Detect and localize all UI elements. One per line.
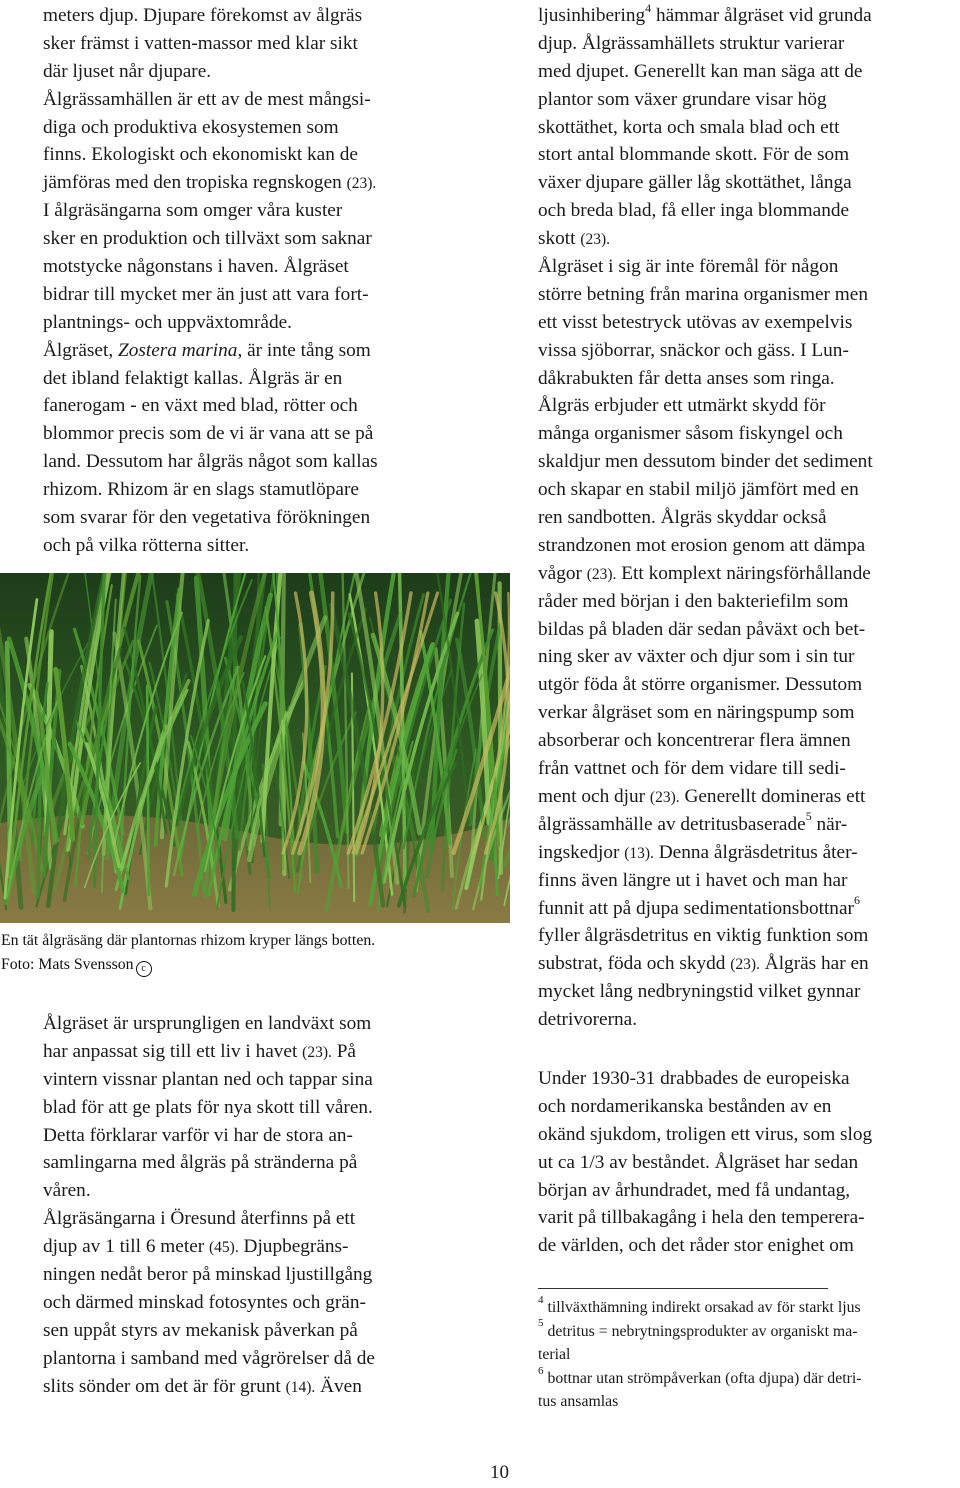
text-line (538, 1293, 958, 1320)
text-segment: Djupbegräns- (238, 1236, 349, 1258)
text-segment: många organismer såsom fiskyngel och (538, 423, 843, 445)
text-line (43, 476, 468, 504)
text-line (43, 365, 468, 393)
text-segment: det ibland felaktigt kallas. Ålgräs är en (43, 367, 343, 389)
footnote-divider (538, 1288, 828, 1289)
text-segment: växer djupare gäller låg skottäthet, långa (538, 172, 852, 194)
text-segment: Denna ålgräsdetritus åter- (653, 841, 858, 863)
right-column-top-text (538, 2, 958, 1034)
text-segment: land. Dessutom har ålgräs något som kallas (43, 451, 378, 473)
eelgrass-blade (147, 686, 149, 895)
text-line (538, 1343, 958, 1367)
text-segment: I ålgräsängarna som omger våra kuster (43, 200, 343, 222)
text-segment: när- (811, 813, 848, 835)
text-segment: samlingarna med ålgräs på stränderna på (43, 1152, 358, 1174)
text-segment: terial (538, 1346, 571, 1364)
text-segment: ment och djur (538, 785, 650, 807)
text-line (43, 309, 468, 337)
text-line (43, 1205, 468, 1233)
text-line (43, 169, 468, 197)
text-segment: ning sker av växter och djur som i sin tur (538, 646, 855, 668)
text-line (538, 197, 958, 225)
text-segment: vissa sjöborrar, snäckor och gäss. I Lun- (538, 339, 849, 361)
text-line (538, 1390, 958, 1414)
text-segment: råder med början i den bakteriefilm som (538, 590, 849, 612)
text-line (43, 114, 468, 142)
text-line (538, 1093, 958, 1121)
text-line (538, 560, 958, 588)
text-line (538, 141, 958, 169)
text-line (538, 114, 958, 142)
text-segment: ningen nedåt beror på minskad ljustillgång (43, 1264, 373, 1286)
text-segment: bottnar utan strömpåverkan (ofta djupa) där detri- (543, 1369, 862, 1387)
text-line (538, 253, 958, 281)
text-segment: de världen, och det råder stor enighet om (538, 1235, 854, 1257)
text-segment: finns. Ekologiskt och ekonomiskt kan de (43, 144, 358, 166)
reference-number: (23). (730, 956, 760, 974)
text-line (538, 58, 958, 86)
text-line (43, 1317, 468, 1345)
photo-credit: Foto: Mats Svensson (1, 956, 134, 973)
text-line (43, 86, 468, 114)
text-line (538, 839, 958, 867)
text-segment: Ålgrässamhällen är ett av de mest mångsi- (43, 88, 371, 110)
text-line (538, 727, 958, 755)
text-segment: Detta förklarar varför vi har de stora an- (43, 1124, 353, 1146)
text-segment: Generellt domineras ett (679, 785, 866, 807)
left-column-bottom-text (43, 1010, 468, 1400)
text-segment: bildas på bladen där sedan påväxt och bet- (538, 618, 866, 640)
text-segment: Under 1930-31 drabbades de europeiska (538, 1068, 850, 1089)
text-line (43, 1010, 468, 1038)
text-line (538, 867, 958, 895)
text-line (538, 86, 958, 114)
text-segment: djup. Ålgrässamhällets struktur varierar (538, 32, 845, 54)
text-segment: tillväxthämning indirekt orsakad av för starkt ljus (543, 1299, 861, 1316)
text-line (538, 337, 958, 365)
text-segment: plantorna i samband med vågrörelser då de (43, 1347, 375, 1369)
footnote-marker: 5 (538, 1317, 544, 1330)
text-line (43, 1233, 468, 1261)
text-line (538, 588, 958, 616)
right-column-bottom-text (538, 1065, 958, 1260)
text-line (43, 225, 468, 253)
text-segment: På (331, 1040, 356, 1062)
text-segment: ljusinhibering (538, 5, 646, 26)
text-segment: som svarar för den vegetativa förökningen (43, 507, 371, 529)
text-segment: jämföras med den tropiska regnskogen (43, 172, 347, 194)
text-segment: Zostera marina (117, 339, 238, 361)
text-segment: Ålgräs erbjuder ett utmärkt skydd för (538, 395, 826, 417)
eelgrass-illustration (0, 573, 510, 923)
text-line (538, 1121, 958, 1149)
text-segment: våren. (43, 1180, 91, 1202)
text-line (43, 1373, 468, 1401)
eelgrass-meadow-photo (0, 573, 510, 923)
text-line (43, 1345, 468, 1373)
text-segment: funnit att på djupa sedimentationsbottnar (538, 897, 854, 919)
text-line (538, 532, 958, 560)
text-segment: verkar ålgräset som en näringspump som (538, 702, 855, 724)
text-line (538, 616, 958, 644)
text-line (538, 643, 958, 671)
text-segment: och skapar en stabil miljö jämfört med en (538, 479, 859, 501)
text-segment: sker en produktion och tillväxt som saknar (43, 228, 372, 250)
text-segment: tus ansamlas (538, 1393, 619, 1411)
text-line (43, 1122, 468, 1150)
text-segment: Även (315, 1375, 362, 1397)
text-segment: ut ca 1/3 av beståndet. Ålgräset har sedan (538, 1151, 859, 1173)
text-line (538, 365, 958, 393)
text-line (538, 1177, 958, 1205)
text-segment: vintern vissnar plantan ned och tappar sina (43, 1068, 373, 1090)
reference-number: (23). (649, 788, 680, 806)
text-line (538, 1006, 958, 1034)
text-segment: rhizom. Rhizom är en slags stamutlöpare (43, 479, 359, 501)
footnote-marker: 5 (805, 809, 812, 824)
left-column-top-text (43, 2, 468, 560)
text-segment: finns även längre ut i havet och man har (538, 869, 848, 891)
caption-line-2 (1, 953, 521, 977)
text-line (538, 671, 958, 699)
text-segment: och breda blad, få eller inga blommande (538, 200, 850, 222)
text-segment: bidrar till mycket mer än just att vara fort- (43, 283, 369, 305)
text-segment: motstycke någonstans i haven. Ålgräset (43, 256, 349, 278)
text-line (538, 309, 958, 337)
text-line (538, 448, 958, 476)
caption-line-1: En tät ålgräsäng där plantornas rhizom kryper längs botten. (1, 932, 376, 949)
text-segment: fyller ålgräsdetritus en viktig funktion som (538, 925, 869, 947)
text-line (43, 281, 468, 309)
text-segment: skottäthet, korta och smala blad och ett (538, 116, 840, 138)
text-line (43, 1261, 468, 1289)
text-segment: djup av 1 till 6 meter (43, 1236, 209, 1258)
text-segment: blommor precis som de vi är vana att se på (43, 423, 374, 445)
text-segment: fanerogam - en växt med blad, rötter och (43, 395, 358, 417)
text-segment: skaldjur men dessutom binder det sediment (538, 451, 873, 473)
text-segment: vågor (538, 562, 587, 584)
photo-caption (1, 929, 521, 977)
text-segment: strandzonen mot erosion genom att dämpa (538, 534, 866, 556)
text-line (43, 337, 468, 365)
text-line (43, 30, 468, 58)
text-line (538, 950, 958, 978)
text-line (43, 1177, 468, 1205)
text-segment: plantor som växer grundare visar hög (538, 88, 827, 110)
text-segment: okänd sjukdom, troligen ett virus, som slog (538, 1123, 873, 1145)
text-line (538, 392, 958, 420)
text-line (538, 169, 958, 197)
reference-number: (23). (302, 1043, 332, 1061)
text-segment: Ålgräset är ursprungligen en landväxt som (43, 1013, 372, 1034)
text-segment: hämmar ålgräset vid grunda (651, 5, 872, 26)
text-line (43, 448, 468, 476)
text-line (538, 476, 958, 504)
footnote-marker: 6 (853, 893, 860, 908)
text-segment: , är inte tång som (237, 339, 371, 361)
text-line (43, 1094, 468, 1122)
text-segment: med djupet. Generellt kan man säga att de (538, 60, 863, 82)
text-line (43, 1038, 468, 1066)
text-line (538, 783, 958, 811)
page-number: 10 (490, 1462, 509, 1483)
text-segment: ren sandbotten. Ålgräs skyddar också (538, 507, 827, 529)
text-line (538, 281, 958, 309)
text-line (538, 2, 958, 30)
text-segment: Ett komplext näringsförhållande (616, 562, 871, 584)
reference-number: (23). (580, 231, 611, 249)
text-segment: ålgrässamhälle av detritusbaserade (538, 813, 806, 835)
text-line (43, 392, 468, 420)
text-segment: substrat, föda och skydd (538, 953, 731, 975)
text-segment: sen uppåt styrs av mekanisk påverkan på (43, 1319, 358, 1341)
text-segment: början av århundradet, med få undantag, (538, 1179, 851, 1201)
text-line (538, 225, 958, 253)
text-segment: dåkrabukten får detta anses som ringa. (538, 367, 835, 389)
text-line (43, 58, 468, 86)
text-line (538, 978, 958, 1006)
text-line (538, 895, 958, 923)
text-line (538, 755, 958, 783)
text-segment: absorberar och koncentrerar flera ämnen (538, 730, 851, 752)
footnote-marker: 4 (538, 1293, 544, 1306)
text-line (538, 1232, 958, 1260)
text-segment: stort antal blommande skott. För de som (538, 144, 850, 166)
text-line (538, 1204, 958, 1232)
text-segment: ingskedjor (538, 841, 625, 863)
text-segment: Ålgräs har en (759, 953, 869, 975)
text-segment: detritus = nebrytningsprodukter av organiskt ma- (543, 1322, 858, 1340)
text-segment: diga och produktiva ekosystemen som (43, 116, 339, 138)
text-segment: från vattnet och för dem vidare till sedi- (538, 758, 846, 780)
text-segment: Ålgräset i sig är inte föremål för någon (538, 256, 839, 278)
text-segment: där ljuset når djupare. (43, 60, 212, 82)
text-line (43, 197, 468, 225)
text-line (43, 1066, 468, 1094)
text-line (43, 2, 468, 30)
text-segment: ett visst betestryck utövas av exempelvis (538, 311, 853, 333)
text-line (538, 30, 958, 58)
reference-number: (23). (346, 175, 377, 193)
text-segment: har anpassat sig till ett liv i havet (43, 1040, 303, 1062)
copyright-icon: c (136, 961, 152, 977)
footnote-marker: 6 (538, 1364, 544, 1377)
text-line (43, 1289, 468, 1317)
text-segment: meters djup. Djupare förekomst av ålgräs (43, 5, 363, 26)
text-line (43, 141, 468, 169)
footnote-marker: 4 (645, 0, 652, 15)
text-segment: skott (538, 228, 581, 250)
text-line (538, 922, 958, 950)
text-line (538, 699, 958, 727)
text-line (538, 420, 958, 448)
text-line (43, 1149, 468, 1177)
text-line (43, 253, 468, 281)
text-segment: sker främst i vatten-massor med klar sikt (43, 32, 358, 54)
text-segment: varit på tillbakagång i hela den tempererа- (538, 1207, 865, 1229)
text-segment: och nordamerikanska bestånden av en (538, 1095, 832, 1117)
text-segment: och på vilka rötterna sitter. (43, 534, 250, 556)
text-segment: mycket lång nedbryningstid vilket gynnar (538, 981, 861, 1003)
text-segment: detrivorerna. (538, 1009, 638, 1031)
text-line (538, 1317, 958, 1344)
reference-number: (45). (209, 1239, 239, 1257)
text-line (538, 1364, 958, 1391)
text-segment: utgör föda åt större organismer. Dessutom (538, 674, 863, 696)
reference-number: (13). (624, 844, 654, 862)
text-line (538, 1149, 958, 1177)
text-segment: blad för att ge plats för nya skott till våren. (43, 1096, 373, 1118)
text-segment: Ålgräset, (43, 339, 118, 361)
text-line (538, 811, 958, 839)
text-segment: och därmed minskad fotosyntes och grän- (43, 1291, 366, 1313)
text-segment: större betning från marina organismer men (538, 283, 868, 305)
text-line (43, 504, 468, 532)
text-line (538, 1065, 958, 1093)
reference-number: (14). (285, 1378, 316, 1396)
footnotes (538, 1293, 958, 1414)
text-line (43, 420, 468, 448)
text-line (538, 504, 958, 532)
text-segment: Ålgräsängarna i Öresund återfinns på ett (43, 1208, 356, 1230)
text-segment: slits sönder om det är för grunt (43, 1375, 286, 1397)
text-segment: plantnings- och uppväxtområde. (43, 311, 292, 333)
text-line (43, 532, 468, 560)
reference-number: (23). (586, 565, 617, 583)
